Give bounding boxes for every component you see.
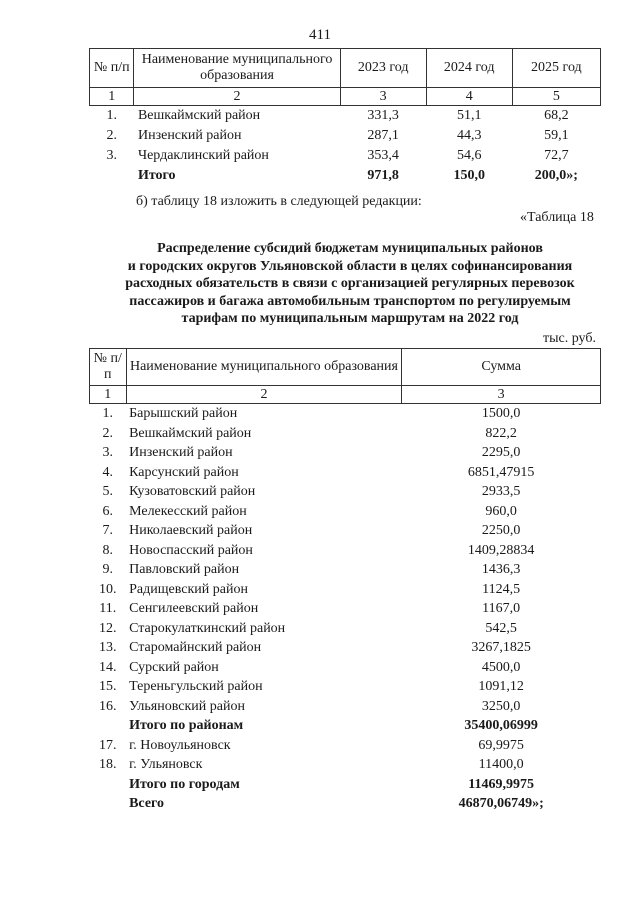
grand-total-row (90, 794, 601, 814)
row-sum: 1500,0 (481, 406, 521, 421)
amendment-paragraph: б) таблицу 18 изложить в следующей редакции: (136, 194, 422, 209)
page-number: 411 (309, 27, 331, 43)
table-row (90, 146, 601, 166)
total-label: Итого (137, 168, 176, 183)
table-row (90, 541, 601, 561)
table-row (90, 658, 601, 678)
table-row (90, 482, 601, 502)
row-num: 3. (102, 445, 114, 460)
col-number: 4 (426, 88, 512, 106)
row-num: 17. (99, 737, 117, 753)
row-2025: 59,1 (544, 128, 569, 143)
table-row (90, 619, 601, 639)
table-1 (89, 48, 601, 186)
table-row (90, 736, 601, 756)
row-name: Сурский район (129, 659, 219, 675)
title-line: пассажиров и багажа автомобильным транспортом по регулируемым (129, 293, 571, 309)
row-name: Карсунский район (129, 464, 239, 480)
col-number: 3 (340, 88, 426, 106)
table-2-district-rows (90, 404, 601, 717)
total-2023: 971,8 (367, 168, 399, 183)
row-2025: 72,7 (544, 148, 569, 163)
row-sum: 11400,0 (478, 757, 524, 772)
table-2 (89, 348, 601, 814)
subtotal-cities-sum: 11469,9975 (468, 776, 535, 792)
table-row (90, 463, 601, 483)
table-row (90, 106, 601, 127)
table-2-column-numbers (90, 386, 601, 404)
table-row (90, 404, 601, 424)
row-name: Чердаклинский район (137, 148, 269, 163)
table-row (90, 599, 601, 619)
subtotal-districts-row (90, 716, 601, 736)
table-label: «Таблица 18 (520, 210, 594, 225)
row-num: 9. (102, 562, 114, 577)
row-sum: 1124,5 (482, 581, 521, 597)
title-line: тарифам по муниципальным маршрутам на 2022 год (181, 311, 519, 326)
table-row (90, 560, 601, 580)
row-num: 16. (99, 698, 117, 714)
row-name: Вешкаймский район (137, 108, 261, 123)
col-number: 5 (512, 88, 600, 106)
header-num: № п/п (90, 49, 134, 88)
row-num: 12. (99, 620, 117, 636)
table-2-header-row (90, 349, 601, 386)
table-row (90, 502, 601, 522)
row-num: 10. (99, 581, 117, 597)
subtotal-cities-label: Итого по городам (129, 776, 240, 792)
row-2023: 353,4 (367, 148, 399, 163)
table-row (90, 697, 601, 717)
row-sum: 822,2 (485, 425, 517, 441)
row-sum: 960,0 (485, 503, 517, 519)
units-label: тыс. руб. (543, 331, 596, 346)
title-line: расходных обязательств в связи с организацией регулярных перевозок (125, 276, 575, 291)
table-row (90, 424, 601, 444)
row-sum: 1091,12 (478, 679, 524, 694)
row-num: 1. (102, 406, 114, 421)
table-1-total-row (90, 166, 601, 186)
row-sum: 3250,0 (481, 698, 521, 714)
header-name: Наименование муниципального образования (126, 349, 402, 386)
row-num: 14. (99, 659, 117, 675)
col-number: 2 (126, 386, 402, 404)
row-num: 7. (102, 523, 114, 538)
total-2025: 200,0»; (534, 168, 578, 183)
header-sum: Сумма (402, 349, 601, 386)
row-num: 3. (106, 148, 117, 163)
header-name: Наименование муниципального образования (134, 49, 340, 88)
header-num: № п/п (90, 349, 127, 386)
header-2023: 2023 год (340, 49, 426, 88)
table-2-title (70, 240, 630, 328)
total-2024: 150,0 (453, 168, 485, 183)
row-num: 2. (102, 425, 114, 441)
table-row (90, 677, 601, 697)
row-name: Мелекесский район (129, 503, 247, 519)
header-2025: 2025 год (512, 49, 600, 88)
row-sum: 542,5 (485, 620, 517, 636)
row-name: Сенгилеевский район (129, 601, 259, 616)
row-sum: 6851,47915 (467, 464, 535, 480)
row-name: Тереньгульский район (129, 679, 263, 694)
row-sum: 4500,0 (481, 659, 521, 675)
row-sum: 1436,3 (481, 562, 521, 577)
row-num: 6. (102, 503, 114, 519)
subtotal-cities-row (90, 775, 601, 795)
grand-total-sum: 46870,06749»; (458, 796, 544, 811)
row-name: г. Ульяновск (129, 757, 203, 772)
row-2023: 287,1 (367, 128, 399, 143)
row-name: Вешкаймский район (129, 425, 252, 441)
row-name: Старомайнский район (129, 640, 262, 655)
table-row (90, 521, 601, 541)
col-number: 2 (134, 88, 340, 106)
col-number: 1 (90, 386, 127, 404)
row-num: 13. (99, 640, 117, 655)
col-number: 1 (90, 88, 134, 106)
row-name: Барышский район (129, 406, 238, 421)
row-num: 5. (102, 484, 114, 499)
table-1-header-row (90, 49, 601, 88)
row-name: Николаевский район (129, 523, 253, 538)
row-num: 2. (106, 128, 117, 143)
row-name: Радищевский район (129, 581, 248, 597)
table-1-column-numbers (90, 88, 601, 106)
row-sum: 3267,1825 (471, 640, 531, 655)
table-row (90, 755, 601, 775)
header-2024: 2024 год (426, 49, 512, 88)
row-sum: 69,9975 (478, 737, 524, 753)
table-row (90, 638, 601, 658)
row-num: 15. (99, 679, 117, 694)
row-sum: 1409,28834 (467, 542, 535, 558)
row-sum: 2295,0 (481, 445, 521, 460)
subtotal-districts-sum: 35400,06999 (464, 718, 538, 733)
row-name: Инзенский район (137, 128, 242, 143)
table-row (90, 580, 601, 600)
title-line: и городских округов Ульяновской области в целях софинансирования (127, 258, 573, 274)
row-name: г. Новоульяновск (129, 737, 231, 753)
row-num: 8. (102, 542, 114, 558)
row-2024: 44,3 (456, 128, 482, 143)
row-num: 11. (99, 601, 117, 616)
row-name: Кузоватовский район (129, 484, 256, 499)
row-sum: 2250,0 (481, 523, 521, 538)
title-line: Распределение субсидий бюджетам муниципальных районов (157, 241, 543, 256)
subtotal-districts-label: Итого по районам (129, 718, 244, 733)
row-sum: 1167,0 (482, 601, 521, 616)
row-num: 18. (99, 757, 117, 772)
row-name: Павловский район (129, 562, 240, 577)
row-num: 1. (106, 108, 117, 123)
row-2025: 68,2 (544, 108, 569, 123)
col-number: 3 (402, 386, 601, 404)
grand-total-label: Всего (129, 796, 165, 811)
row-name: Старокулаткинский район (129, 620, 286, 636)
table-row (90, 126, 601, 146)
row-sum: 2933,5 (481, 484, 521, 499)
row-num: 4. (102, 464, 114, 480)
row-2024: 54,6 (456, 148, 482, 163)
row-2023: 331,3 (367, 108, 399, 123)
row-2024: 51,1 (456, 108, 482, 123)
row-name: Ульяновский район (129, 698, 245, 714)
row-name: Инзенский район (129, 445, 233, 460)
table-row (90, 443, 601, 463)
row-name: Новоспасский район (129, 542, 253, 558)
